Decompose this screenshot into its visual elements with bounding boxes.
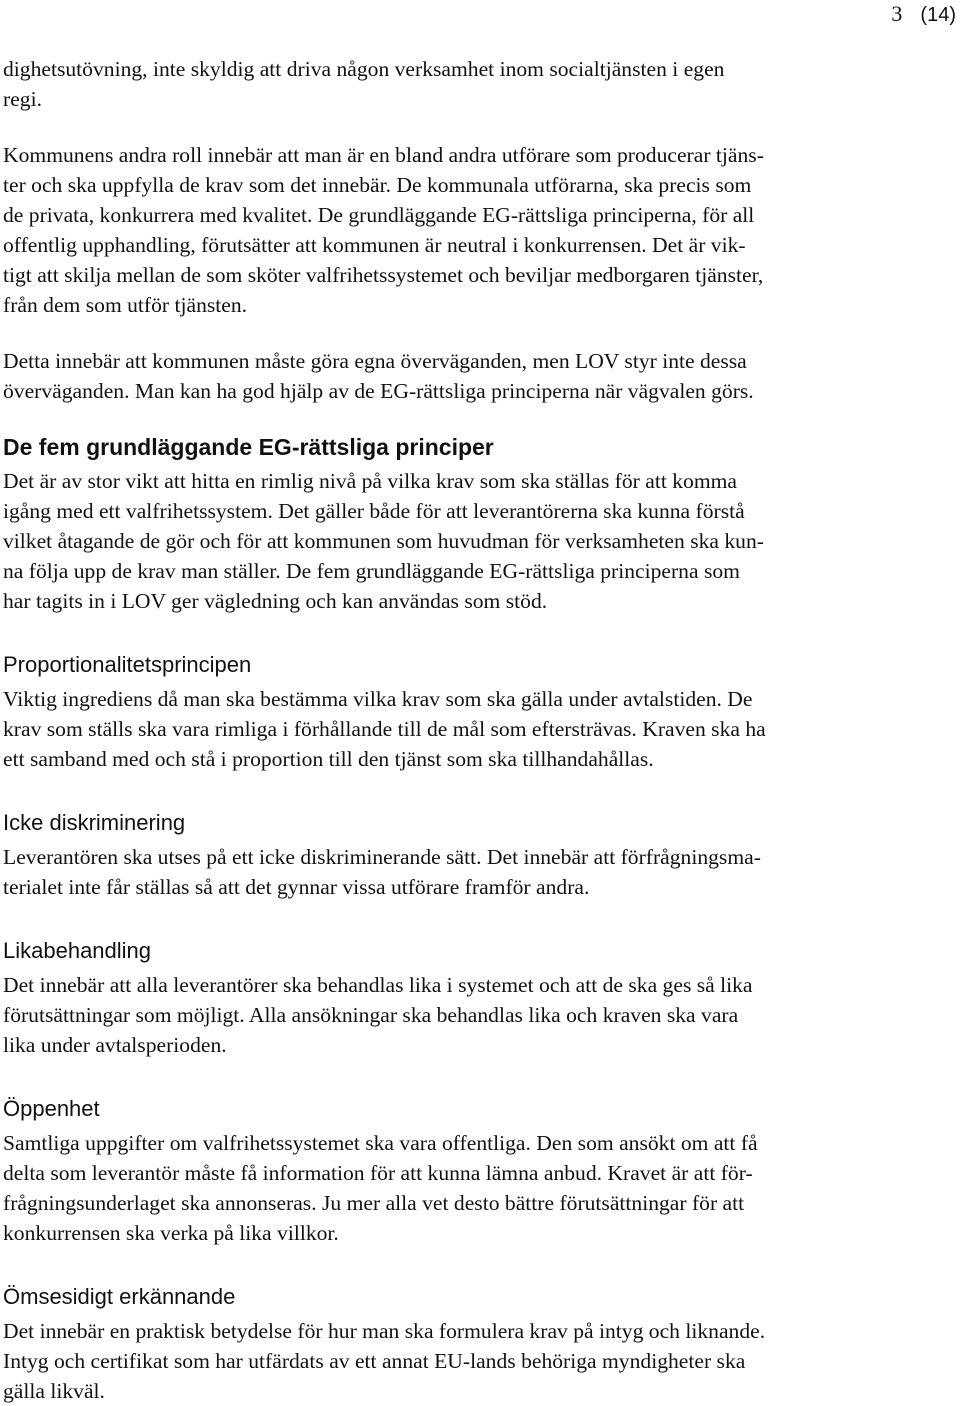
paragraph-intro-2: Kommunens andra roll innebär att man är en bland andra utförare som producerar tjäns- ter och ska uppfylla de krav som det innebär. De kommunala utförarna, ska precis som de privata, konkurrera med kvalitet. De grundläggande EG-rättsliga principerna, för all offentlig upphandling, förutsätter att kommunen är neutral i konkurrensen. Det är vik- tigt att skilja mellan de som sköter valfrihetssystemet och beviljar medborgaren tjänster, från dem som utför tjänsten. [3,143,764,317]
paragraph-icke-diskriminering: Leverantören ska utses på ett icke diskriminerande sätt. Det innebär att förfrågningsma- terialet inte får ställas så att det gynnar vissa utförare framför andra. [3,845,761,899]
heading-oppenhet: Öppenhet [3,1096,100,1121]
heading-likabehandling: Likabehandling [3,938,152,963]
heading-proportionalitet: Proportionalitetsprincipen [3,652,252,677]
heading-icke-diskriminering: Icke diskriminering [3,810,186,835]
section-paragraph: Det är av stor vikt att hitta en rimlig nivå på vilka krav som ska ställas för att komma igång med ett valfrihetssystem. Det gäller både för att leverantörerna ska kunna förstå vilket åtagande de gör och för att kommunen som huvudman för verksamheten ska kun- na följa upp de krav man ställer. De fem grundläggande EG-rättsliga principerna som har tagits in i LOV ger vägledning och kan användas som stöd. [3,469,764,613]
page-current: 3 [891,1,903,26]
paragraph-omsesidigt-erkannande: Det innebär en praktisk betydelse för hur man ska formulera krav på intyg och liknande. Intyg och certifikat som har utfärdats av ett annat EU-lands behöriga myndigheter ska gälla likväl. [3,1319,766,1403]
section-heading: De fem grundläggande EG-rättsliga principer [3,434,494,460]
paragraph-likabehandling: Det innebär att alla leverantörer ska behandlas lika i systemet och att de ska ges så lika förutsättningar som möjligt. Alla ansökningar ska behandlas lika och kraven ska vara lika under avtalsperioden. [3,973,753,1057]
page-total: (14) [920,4,956,26]
paragraph-proportionalitet: Viktig ingrediens då man ska bestämma vilka krav som ska gälla under avtalstiden. De krav som ställs ska vara rimliga i förhållande till de mål som eftersträvas. Kraven ska ha ett samband med och stå i proportion till den tjänst som ska tillhandahållas. [3,687,766,771]
page-number [891,0,956,29]
paragraph-oppenhet: Samtliga uppgifter om valfrihetssystemet ska vara offentliga. Den som ansökt om att få delta som leverantör måste få information för att kunna lämna anbud. Kravet är att för- frågningsunderlaget ska annonseras. Ju mer alla vet desto bättre förutsättningar för att konkurrensen ska verka på lika villkor. [3,1131,758,1245]
paragraph-intro-3: Detta innebär att kommunen måste göra egna överväganden, men LOV styr inte dessa överväganden. Man kan ha god hjälp av de EG-rättsliga principerna när vägvalen görs. [3,349,754,403]
heading-omsesidigt-erkannande: Ömsesidigt erkännande [3,1284,236,1309]
paragraph-intro-1: dighetsutövning, inte skyldig att driva någon verksamhet inom socialtjänsten i egen regi. [3,57,725,111]
document-body [3,54,953,1406]
